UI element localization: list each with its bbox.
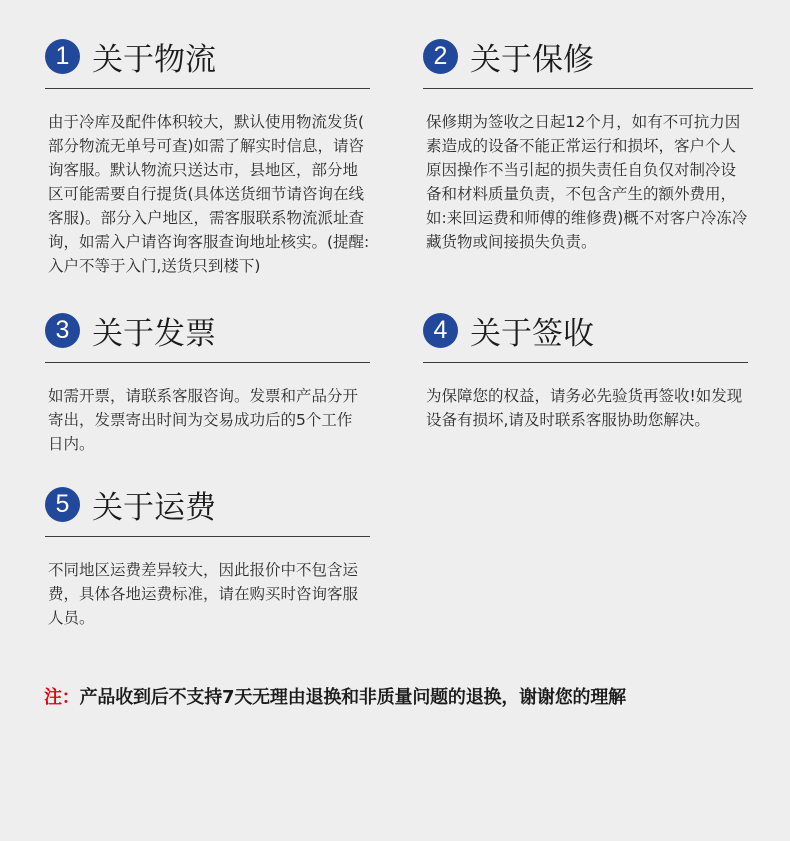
section-header	[45, 36, 370, 76]
section-header	[423, 310, 748, 350]
divider	[45, 362, 370, 363]
section-title: 关于签收	[470, 315, 594, 352]
section-header	[45, 310, 370, 350]
section-logistics	[45, 36, 370, 278]
section-number-badge: 3	[45, 313, 80, 348]
section-body: 如需开票，请联系客服咨询。发票和产品分开 寄出，发票寄出时间为交易成功后的5个工作 日内。	[48, 387, 359, 453]
section-title: 关于发票	[92, 315, 216, 352]
section-body: 不同地区运费差异较大，因此报价中不包含运 费，具体各地运费标准，请在购买时咨询客服 人员。	[48, 561, 359, 627]
section-shipping-fee	[45, 484, 370, 630]
section-number-badge: 5	[45, 487, 80, 522]
note-label: 注：	[44, 687, 80, 708]
divider	[45, 88, 370, 89]
section-number-badge: 4	[423, 313, 458, 348]
section-number-badge: 1	[45, 39, 80, 74]
divider	[423, 88, 753, 89]
section-body: 保修期为签收之日起12个月，如有不可抗力因 素造成的设备不能正常运行和损坏，客户个人 原因操作不当引起的损失责任自负仅对制冷设 备和材料质量负责，不包含产生的额外费用， 如:来回运费和师傅的维修费)概不对客户冷冻冷 藏货物或间接损失负责。	[426, 113, 748, 251]
divider	[423, 362, 748, 363]
section-title: 关于物流	[92, 41, 216, 78]
divider	[45, 536, 370, 537]
note-text: 产品收到后不支持7天无理由退换和非质量问题的退换，谢谢您的理解	[79, 687, 626, 708]
section-title: 关于运费	[92, 489, 216, 526]
section-title: 关于保修	[470, 41, 594, 78]
section-body: 由于冷库及配件体积较大，默认使用物流发货( 部分物流无单号可查)如需了解实时信息，请咨 询客服。默认物流只送达市，县地区，部分地 区可能需要自行提货(具体送货细节请咨询在线 客服)。部分入户地区，需客服联系物流派址查 询，如需入户请咨询客服查询地址核实。(提醒: 入户不等于入门,送货只到楼下)	[48, 113, 370, 275]
section-invoice	[45, 310, 370, 456]
return-policy-note	[44, 683, 626, 709]
section-body: 为保障您的权益，请务必先验货再签收!如发现 设备有损坏,请及时联系客服协助您解决。	[426, 387, 743, 429]
section-receipt	[423, 310, 748, 432]
section-header	[45, 484, 370, 524]
section-header	[423, 36, 753, 76]
section-warranty	[423, 36, 753, 254]
section-number-badge: 2	[423, 39, 458, 74]
